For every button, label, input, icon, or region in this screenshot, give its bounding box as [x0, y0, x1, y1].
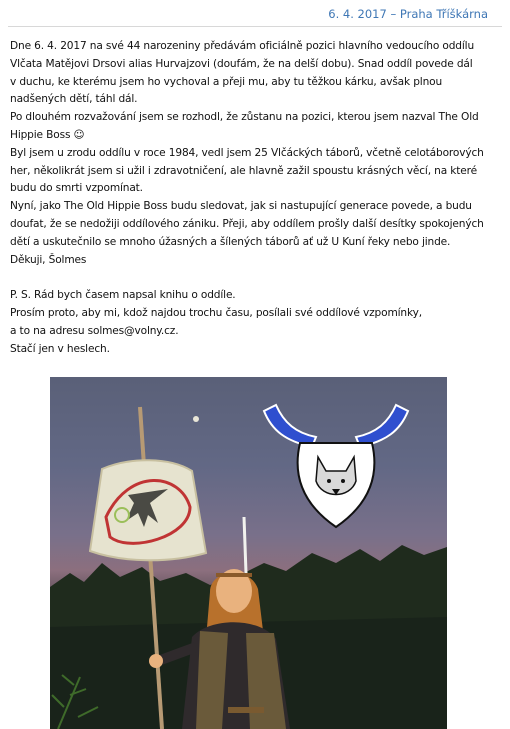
- article-line: her, několikrát jsem si užil i zdravotničení, ale hlavně zažil spoustu krásných věcí, na které: [10, 164, 477, 177]
- article-line: dětí a uskutečnilo se mnoho úžasných a šílených táborů ať už U Kuní řeky nebo jinde.: [10, 235, 451, 248]
- article-line: nadšených dětí, táhl dál.: [10, 93, 138, 106]
- article-line: Byl jsem u zrodu oddílu v roce 1984, vedl jsem 25 Vlčáckých táborů, včetně celotáborových: [10, 146, 484, 159]
- moon-icon: [193, 416, 199, 422]
- troop-photo: [50, 377, 447, 729]
- article-line: v duchu, ke kterému jsem ho vychoval a přeji mu, aby tu těžkou kárku, avšak plnou: [10, 75, 443, 88]
- article-line: Hippie Boss ☺: [10, 128, 85, 141]
- article-line: budu do smrti vzpomínat.: [10, 182, 143, 195]
- article-line: doufat, že se nedožiji oddílového zániku. Přeji, aby oddílem prošly další desítky spokojených: [10, 217, 484, 230]
- postscript-line: Stačí jen v heslech.: [10, 342, 110, 355]
- postscript-line: a to na adresu solmes@volny.cz.: [10, 324, 179, 337]
- postscript-line: P. S. Rád bych časem napsal knihu o oddíle.: [10, 289, 236, 302]
- article-line: Po dlouhém rozvažování jsem se rozhodl, že zůstanu na pozici, kterou jsem nazval The Old: [10, 111, 479, 124]
- painted-shield: [90, 460, 206, 560]
- date-place: 6. 4. 2017 – Praha Tříškárna: [328, 7, 488, 21]
- photo-illustration: [50, 377, 447, 729]
- article-line: Vlčata Matějovi Drsovi alias Hurvajzovi (doufám, že na delší dobu). Snad oddíl povede dál: [10, 57, 473, 70]
- article-line: Nyní, jako The Old Hippie Boss budu sledovat, jak si nastupující generace povede, a budu: [10, 200, 472, 213]
- article-line: Dne 6. 4. 2017 na své 44 narozeniny předávám oficiálně pozici hlavního vedoucího oddílu: [10, 40, 475, 52]
- dateline: [0, 4, 510, 24]
- paragraph-gap: [10, 269, 505, 287]
- signature: Děkuji, Šolmes: [10, 253, 87, 266]
- troop-emblem-icon: [264, 405, 408, 527]
- article-body: [10, 38, 505, 358]
- header-divider: [8, 26, 502, 27]
- postscript-line: Prosím proto, aby mi, kdož najdou trochu času, posílali své oddílové vzpomínky,: [10, 306, 422, 319]
